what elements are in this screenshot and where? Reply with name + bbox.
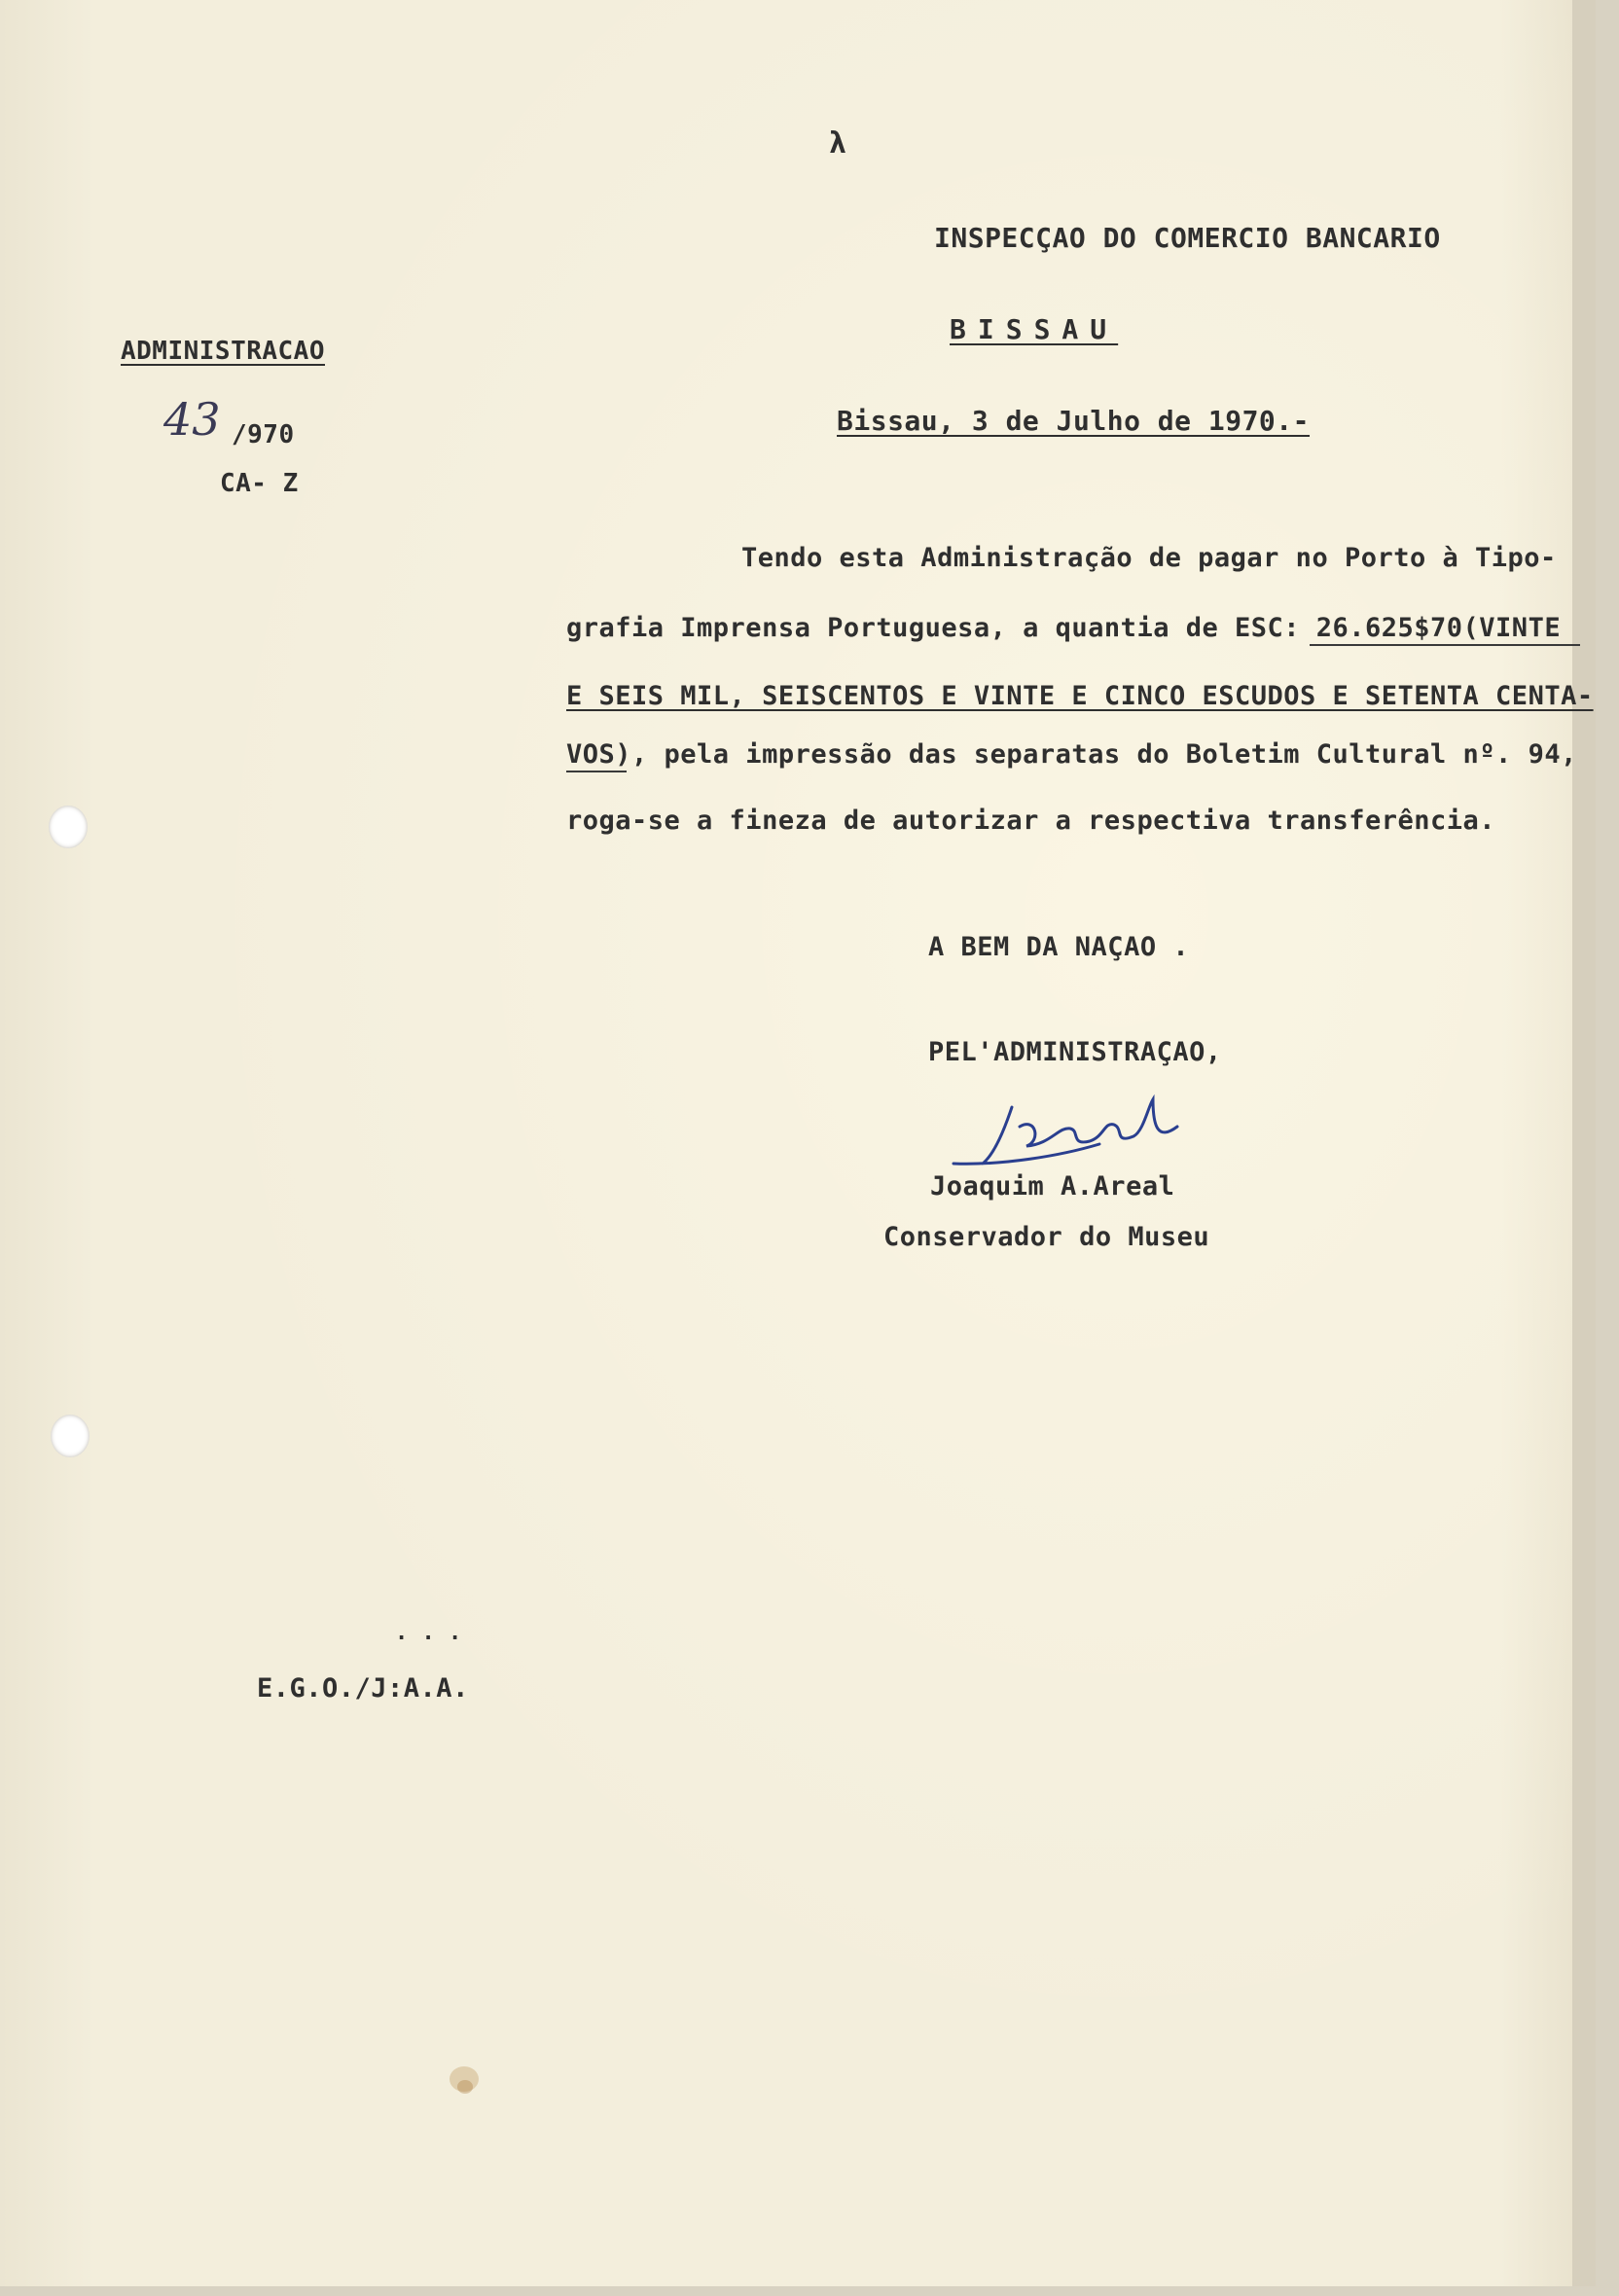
punch-hole-bottom — [51, 1415, 90, 1457]
body-line-2: grafia Imprensa Portuguesa, a quantia de ESC: 26.625$70(VINTE — [566, 613, 1562, 643]
vos-underline — [566, 771, 627, 772]
signer-name: Joaquim A.Areal — [930, 1171, 1175, 1202]
body-line-3: E SEIS MIL, SEISCENTOS E VINTE E CINCO ESCUDOS E SETENTA CENTA- — [566, 681, 1594, 711]
top-mark: λ — [829, 126, 847, 161]
reference-year: /970 — [232, 420, 295, 449]
body-line-4: VOS), pela impressão das separatas do Boletim Cultural nº. 94, — [566, 739, 1577, 770]
amount-underline — [1310, 644, 1580, 646]
footer-dots: . . . — [395, 1621, 462, 1645]
paper-stain — [457, 2080, 473, 2094]
handwritten-reference-number: 43 — [163, 393, 221, 446]
department-label: ADMINISTRACAO — [121, 337, 325, 366]
typist-initials: E.G.O./J:A.A. — [257, 1673, 469, 1704]
city-heading: BISSAU — [950, 313, 1119, 345]
body-line-1: Tendo esta Administração de pagar no Porto à Tipo- — [741, 543, 1557, 573]
paper-edge — [1572, 0, 1596, 2286]
punch-hole-top — [49, 806, 88, 848]
organization-line: INSPECÇAO DO COMERCIO BANCARIO — [934, 222, 1441, 254]
signature — [944, 1088, 1216, 1175]
body-line-5: roga-se a fineza de autorizar a respectiva transferência. — [566, 806, 1496, 836]
per-administration: PEL'ADMINISTRAÇAO, — [928, 1037, 1222, 1067]
reference-code: CA- Z — [220, 469, 299, 498]
signer-title: Conservador do Museu — [883, 1222, 1210, 1252]
date-line: Bissau, 3 de Julho de 1970.- — [837, 405, 1311, 437]
salutation: A BEM DA NAÇAO . — [928, 932, 1190, 962]
